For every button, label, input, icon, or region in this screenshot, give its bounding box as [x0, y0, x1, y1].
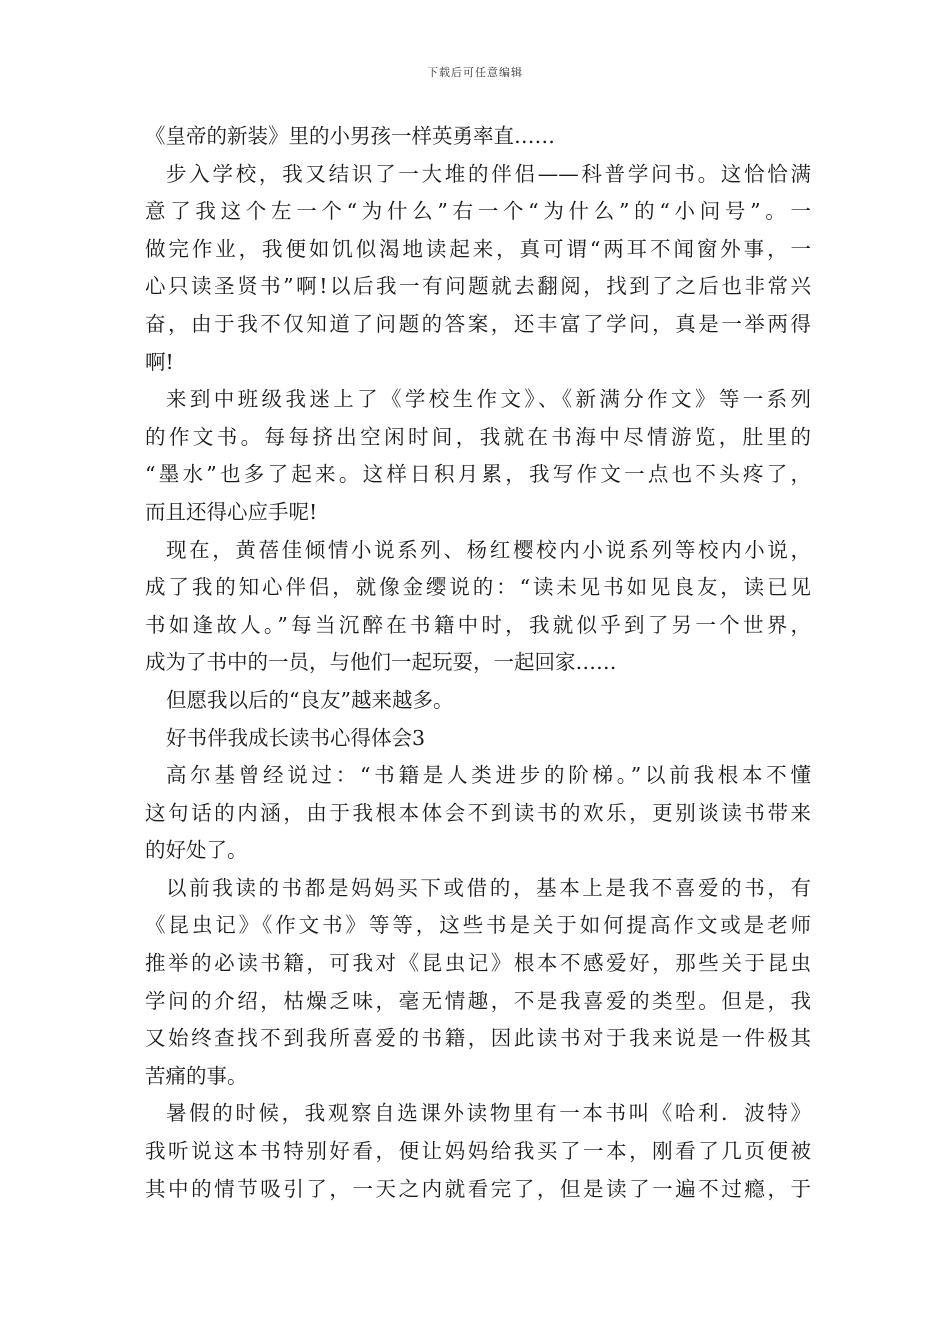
text-line: 的好处了。 — [145, 838, 248, 863]
text-line: 的作文书。每每挤出空闲时间，我就在书海中尽情游览，肚里的 — [145, 424, 811, 449]
text-line: 啊! — [145, 349, 174, 374]
text-line: 我听说这本书特别好看，便让妈妈给我买了一本，刚看了几页便被 — [145, 1139, 811, 1164]
text-line: 做完作业，我便如饥似渴地读起来，真可谓“两耳不闻窗外事，一 — [145, 236, 811, 261]
text-line: 又始终查找不到我所喜爱的书籍，因此读书对于我来说是一件极其 — [145, 1026, 811, 1051]
text-line: 步入学校，我又结识了一大堆的伴侣——科普学问书。这恰恰满 — [166, 161, 811, 186]
document-body — [145, 118, 811, 1208]
text-line: 《昆虫记》《作文书》等等，这些书是关于如何提高作文或是老师 — [145, 913, 811, 938]
text-line: 心只读圣贤书”啊!以后我一有问题就去翻阅，找到了之后也非常兴 — [145, 274, 811, 299]
text-line: 来到中班级我迷上了《学校生作文》、《新满分作文》等一系列 — [166, 387, 811, 412]
text-line: 其中的情节吸引了，一天之内就看完了，但是读了一遍不过瘾，于 — [145, 1176, 811, 1201]
text-line: 《皇帝的新装》里的小男孩一样英勇率直…… — [145, 124, 555, 148]
text-line: 但愿我以后的“良友”越来越多。 — [166, 687, 454, 712]
text-line: 高尔基曾经说过：“书籍是人类进步的阶梯。”以前我根本不懂 — [166, 763, 811, 788]
text-line: 好书伴我成长读书心得体会3 — [166, 725, 426, 750]
page-header: 下载后可任意编辑 — [427, 66, 523, 79]
text-line: 而且还得心应手呢! — [145, 499, 318, 524]
text-line: 苦痛的事。 — [145, 1063, 248, 1088]
text-line: 学问的介绍，枯燥乏味，毫无情趣，不是我喜爱的类型。但是，我 — [145, 988, 811, 1013]
text-line: 意了我这个左一个“为什么”右一个“为什么”的“小问号”。一 — [145, 199, 811, 224]
text-line: 暑假的时候，我观察自选课外读物里有一本书叫《哈利．波特》 — [166, 1101, 811, 1126]
text-line: 以前我读的书都是妈妈买下或借的，基本上是我不喜爱的书，有 — [166, 875, 811, 900]
text-line: “墨水”也多了起来。这样日积月累，我写作文一点也不头疼了， — [145, 462, 811, 487]
text-line: 推举的必读书籍，可我对《昆虫记》根本不感爱好，那些关于昆虫 — [145, 951, 811, 976]
text-line: 成为了书中的一员，与他们一起玩耍，一起回家…… — [145, 650, 617, 675]
text-line: 现在，黄蓓佳倾情小说系列、杨红樱校内小说系列等校内小说， — [166, 537, 811, 562]
text-line: 这句话的内涵，由于我根本体会不到读书的欢乐，更别谈读书带来 — [145, 800, 811, 825]
text-line: 书如逢故人。”每当沉醉在书籍中时，我就似乎到了另一个世界， — [145, 612, 811, 637]
text-line: 奋，由于我不仅知道了问题的答案，还丰富了学问，真是一举两得 — [145, 311, 811, 336]
text-line: 成了我的知心伴侣，就像金缨说的：“读未见书如见良友，读已见 — [145, 575, 811, 600]
